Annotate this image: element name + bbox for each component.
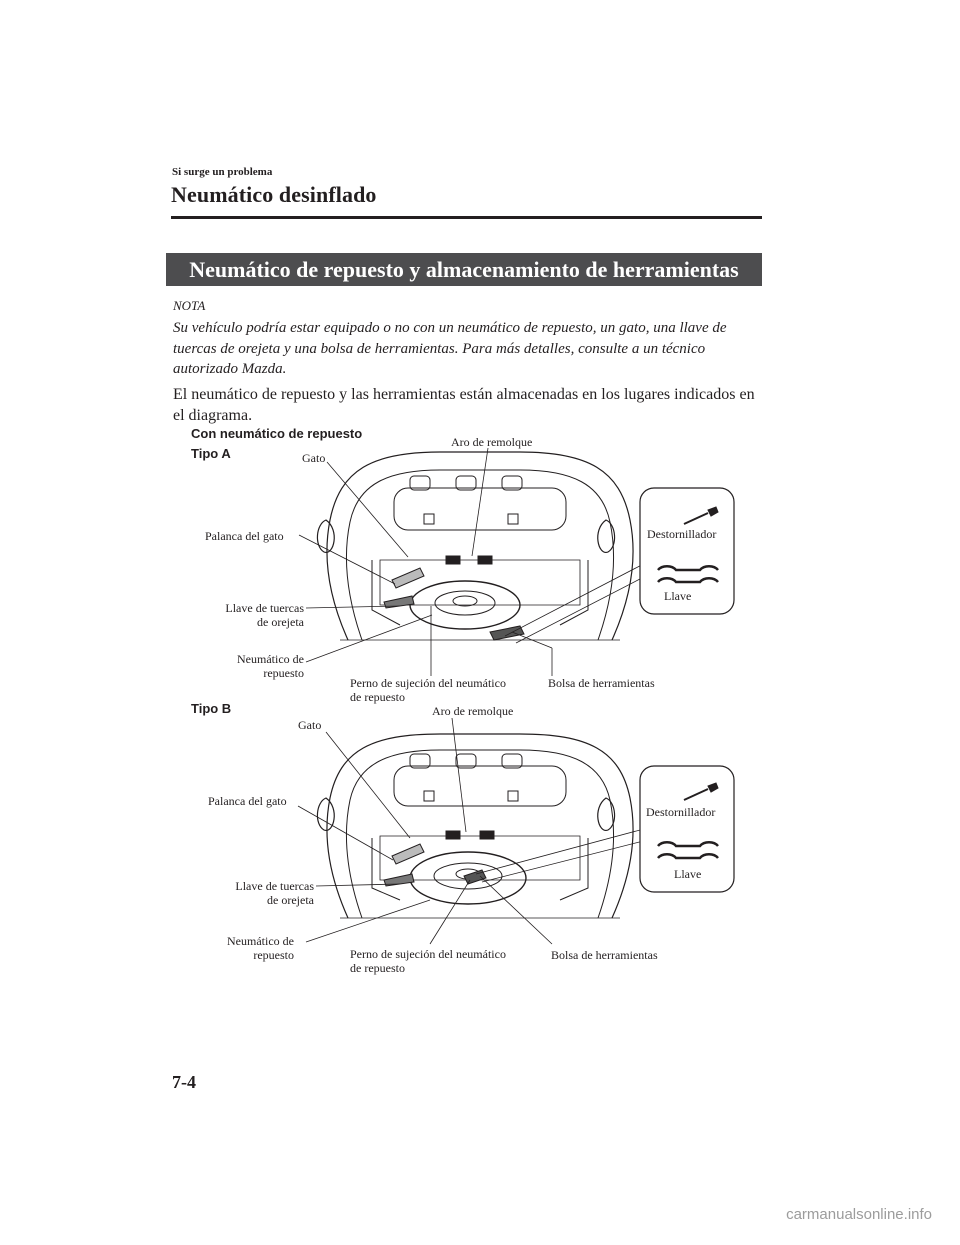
type-b-perno-label: Perno de sujeción del neumático de repuesto (350, 947, 506, 975)
note-text: Su vehículo podría estar equipado o no con un neumático de repuesto, un gato, una llave de tuercas de orejeta y una bolsa de herramientas. Para más detalles, consulte a un técnico autorizado Mazda. (173, 320, 727, 377)
type-b-car-drawing (317, 734, 633, 918)
figure-caption: Con neumático de repuesto (191, 426, 363, 441)
type-a-llave-label: Llave (664, 589, 692, 603)
type-a-neumatico-label: Neumático de repuesto (237, 652, 304, 680)
type-a-llave-tuercas-label: Llave de tuercas de orejeta (225, 601, 304, 629)
type-a-palanca-label: Palanca del gato (205, 529, 284, 543)
type-a-perno-label: Perno de sujeción del neumático de repuesto (350, 676, 506, 704)
chapter-title: Neumático desinflado (171, 182, 377, 207)
type-a-title: Tipo A (191, 446, 231, 461)
type-b-title: Tipo B (191, 701, 232, 716)
type-a-gato-label: Gato (302, 451, 326, 465)
body-paragraph: El neumático de repuesto y las herramientas están almacenadas en los lugares indicados en el diagrama. (173, 386, 755, 424)
type-b-destornillador-label: Destornillador (646, 805, 716, 819)
type-b-gato-label: Gato (298, 718, 322, 732)
type-b-llave-tuercas-label: Llave de tuercas de orejeta (235, 879, 314, 907)
type-a-destornillador-label: Destornillador (647, 527, 717, 541)
type-a-car-drawing (317, 452, 633, 640)
note-label: NOTA (173, 298, 206, 313)
section-heading: Neumático de repuesto y almacenamiento de herramientas (166, 253, 762, 286)
section-label: Si surge un problema (172, 166, 273, 178)
page-number: 7-4 (172, 1072, 196, 1092)
type-a-bolsa-label: Bolsa de herramientas (548, 676, 655, 690)
watermark: carmanualsonline.info (786, 1206, 932, 1223)
type-a-aro-label: Aro de remolque (451, 435, 533, 449)
type-b-bolsa-label: Bolsa de herramientas (551, 948, 658, 962)
type-b-llave-label: Llave (674, 867, 702, 881)
type-b-aro-label: Aro de remolque (432, 704, 514, 718)
type-b-neumatico-label: Neumático de repuesto (227, 934, 294, 962)
type-b-palanca-label: Palanca del gato (208, 794, 287, 808)
